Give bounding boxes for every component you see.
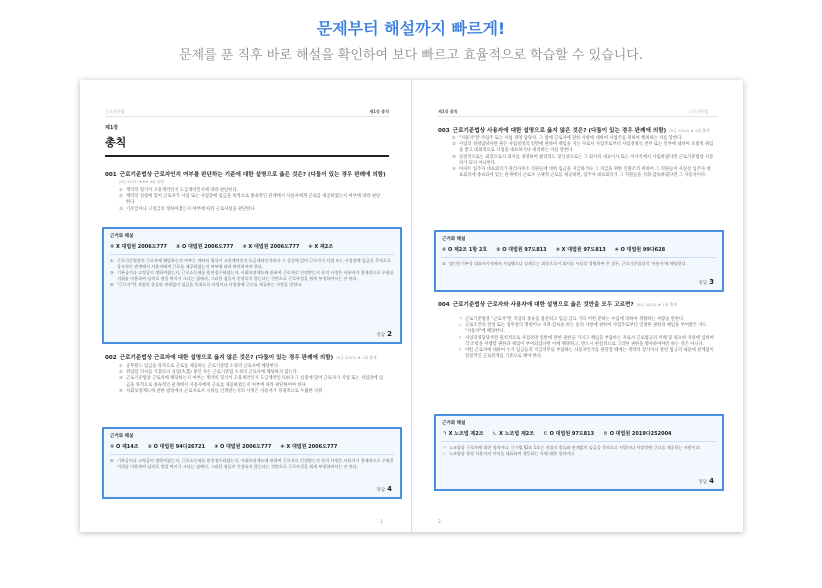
answer-summary: ① O 제14조 ② O 대법원 94다26721 ③ O 대법원 2006도777 ④ X 대법원 2006도777 [110,444,338,450]
options-003 [452,136,714,179]
options-004 [458,317,714,360]
answer-label: 근거와 해설 [442,237,466,242]
question-002 [105,353,377,361]
option: ㄱ 근로기준법상 "근로자"란 직업의 종류를 불문하고 임금·급료 기타 어떤 준하는 수입에 의하여 생활하는 사람을 말한다. [458,317,685,322]
answer-divider [110,454,394,455]
option: ② 계약의 실질에 있어 근로자가 사업 또는 사업장에 임금을 목적으로 종속적인 관계에서 사용자에게 근로를 제공하였는지 여부에 따라 판단한다. [119,194,381,206]
chapter-title: 총칙 [105,136,127,149]
question-text: 근로기준법상 근로자인지 여부를 판단하는 기준에 대한 설명으로 옳은 것은? (다툼이 있는 경우 판례에 의함) [119,172,386,178]
question-meta: (9급 2023) ★★★ 5회 출제 [119,180,164,184]
right-page [412,80,743,532]
left-page [80,80,411,532]
answer-box-003 [434,230,724,292]
options-001 [119,188,384,213]
question-ref: (9급 2019) ★ 1회 출제 [669,128,710,133]
book-spread [80,80,743,532]
running-head-chapter: 제1장 총칙 [369,109,389,114]
option: ① 공무원도 임금을 목적으로 근로를 제공하는 근로기준법 소정의 근로자에 해당한다. [119,364,280,369]
running-head: 근로기준법 [688,109,708,114]
answer-divider [442,257,716,258]
explanation: ③ 법인등기부상 대표이사직에서 사임했으나 실제로는 회장으로서 회사를 사실상 경영하여 온 경우, 근로기준법상의 '사용자'에 해당한다. [442,261,687,266]
question-text: 근로기준법상 근로자에 대한 설명으로 옳지 않은 것은? (다툼이 있는 경우 판례에 의함) [119,355,334,361]
options-002 [119,364,384,395]
option: ④ 아파트 입주자 대표회의가 관리사무소 직원들에 대한 임금을 지급하거나 그 지급을 위한 인원조직 위하여 그 직원들이 사실상 입주자 대표회의에 종속되어 있는 관계에서 근로자 구체적 근로를 제공하면, 입주자 대표회의가 그 직원들을 지휘·감독하였다면 그 사용자이다. [452,167,711,179]
correct-answer: 정답 3 [698,278,714,286]
page-number: 1 [380,520,383,525]
option: ③ 기본급이나 고정급의 정하여졌는지 여부에 따라 근로자성을 판단한다. [119,206,256,212]
option: ㄷ 사업경영담당자란 원칙적으로 사업경영 일반에 관한 권한을 가지고 책임을 부담하는 자로서 근로법규의 이해 및 필요한 지위에 임하여 각 조항을 이행할 권한과 책임이 부여되었다면 이에 해당하고, 반드시 현실적으로 그러한 권한을 행사하여야만 하는 것은 아니다. [458,335,714,347]
option: ③ 근로기준법상 근로자에 해당하는지 여부는 계약의 형식이 고용계약인지 도급계약인지보다 그 실질에 있어 근로자가 사업 또는 사업장에 임금을 목적으로 종속적인 관계에서 사용자에게 근로를 제공하였는지 여부에 따라 판단하여야 한다. [119,376,384,388]
subheadline: 문제를 푼 직후 바로 해설을 확인하여 보다 빠르고 효율적으로 학습할 수 있습니다. [178,48,643,63]
explanation: ① 근로기준법상의 근로자에 해당하는지 여부는 계약의 형식이 고용계약인지 도급계약인지보다 그 실질에 있어 근로자가 사업 또는 사업장에 임금을 목적으로 종속적인 관계에서 사용자에게 근로를 제공하였는지 여부에 따라 판단하여야 한다. [110,258,391,270]
option: ㄹ 어떤 근로자에 대하여 누가 임금등의 지급의무를 부담하는 사용자인가를 판단할 때에는 계약의 형식이나 관련 법규의 내용에 관계없이 실질적인 근로관계를 기준으로 해야 한다. [458,348,714,360]
question-ref: (9급 2023) ★ 1회 출제 [336,355,377,360]
answer-summary: ㄱ X 노조법 제2조 ㄴ X 노조법 제2조 ㄷ O 대법원 97도813 ㄹ O 대법원 2019다252004 [442,431,672,437]
answer-divider [442,441,716,442]
answer-box-001 [102,227,402,344]
question-004 [438,300,677,308]
answer-label: 근거와 해설 [110,434,134,439]
explanation: ④ 기본급이나 고정급이 정하여졌는지, 근로소득세를 원천징수하였는지, 사회보장제도에 관하여 근로자로 인정받는지 등의 사정은 사용자가 경제적으로 우월한 지위를 이용하여 임의로 정할 여지가 크다는 점에서, 그러한 점들이 인정되지 않는다는 것만으로 근로자성을 쉽게 부정하여서는 안 된다. [110,458,394,470]
option: ㄴ 근로조건의 결정 또는 업무상의 명령이나 지휘·감독을 하는 등의 사항에 관하여 사업주로부터 일정한 권한과 책임을 부여받은 자도 "사용자"에 해당한다. [458,323,707,335]
headline: 문제부터 해설까지 빠르게! [316,19,506,38]
correct-answer: 정답 2 [376,330,392,338]
answer-label: 근거와 해설 [442,421,466,426]
question-number: 002 [105,355,117,361]
question-text: 근로기준법상 근로자와 사용자에 대한 설명으로 옳은 것만을 모두 고르면? [452,302,634,308]
question-number: 003 [438,128,450,134]
running-head-chapter: 제1장 총칙 [438,109,458,114]
option: ② 사업의 경영담당자란 원은 사업경영의 일반에 관하여 책임을 지는 자로서 사업주로부터 사업경영의 전부 또는 일부에 대하여 포괄적 위임을 받고 대외적으로 사업을 대표하거나 대리하는 자를 말한다. [452,142,714,154]
chapter-rule [105,155,389,157]
answer-box-004 [434,414,724,491]
question-text: 근로기준법상 사용자에 대한 설명으로 옳지 않은 것은? (다툼이 있는 경우 판례에 의함) [452,128,667,134]
option: ④ 사회보장제도에 관한 법령에서 근로자로서 지위를 인정받는지의 사정은 사용자가 경제적으로 우월한 지위 [119,388,323,394]
option: ① 계약의 형식이 고용계약인지 도급계약인지에 따라 판단한다. [119,188,238,193]
option: ② 취업할 의사를 가졌으나 실업(失業) 중인 자는 근로기준법 소정의 근로자에 해당하지 않는다. [119,370,299,376]
explanation: ④ "근로자"란 직업의 종류와 관계없이 임금을 목적으로 사업이나 사업장에 근로를 제공하는 사람을 말한다. [110,282,303,288]
explanation: ③ 기본급이나 고정급이 정하여졌는지, 근로소득세를 원천징수하였는지, 사회보장제도에 관하여 근로자로 인정받는지 등의 사정은 사용자가 경제적으로 우월한 지위를 이용하여 임의로 정할 여지가 크다는 점에서, 그러한 점들이 인정되지 않는다는 것만으로 근로자성을 쉽게 부정하여서는 안 된다. [110,270,394,282]
correct-answer: 정답 4 [698,477,714,485]
question-number: 001 [105,172,117,178]
question-ref: (9급 2021) ★ 1회 출제 [636,302,677,307]
answer-summary: ① X 대법원 2006도777 ② O 대법원 2006도777 ③ X 대법원 2006도777 ④ X 제2조 [110,244,334,250]
question-003 [438,126,710,134]
answer-summary: ① O 제2조 1항 2호 ② O 대법원 97도813 ③ X 대법원 97도813 ④ O 대법원 99다628 [442,247,666,253]
page-number: 2 [438,520,441,525]
answer-divider [110,254,394,255]
option: ① "사용자"란 사업주 또는 사업 경영 담당자, 그 밖에 근로자에 관한 사항에 대하여 사업주를 위하여 행위하는 자를 말한다. [452,136,683,141]
correct-answer: 정답 4 [376,485,392,493]
option: ③ 실질적으로는 회장으로서 회사를 경영하여 왔더라도 형식상으로는 그 회사의 대표이사 또는 이사직에서 사임하였다면 근로기준법상 사용자가 되지 아니한다. [452,154,714,166]
answer-box-002 [102,427,402,499]
explanation: ㄱ 노조법상 근로자에 대한 정의이다. 근기법 §2① 1호는 직업의 종류와 관계없이 임금을 목적으로 사업이나 사업장에 근로를 제공하는 사람이다. [442,445,701,450]
answer-label: 근거와 해설 [110,234,134,239]
running-head: 근로기준법 [105,109,125,114]
question-number: 004 [438,302,450,308]
header-rule [438,116,718,117]
header-rule [105,116,389,117]
chapter-number: 제1장 [105,125,119,131]
explanation: ㄴ 노조법상 항상 사용자의 이익을 대표하여 행동하는 자에 대한 정의이다. [442,451,576,457]
question-001 [105,170,386,178]
